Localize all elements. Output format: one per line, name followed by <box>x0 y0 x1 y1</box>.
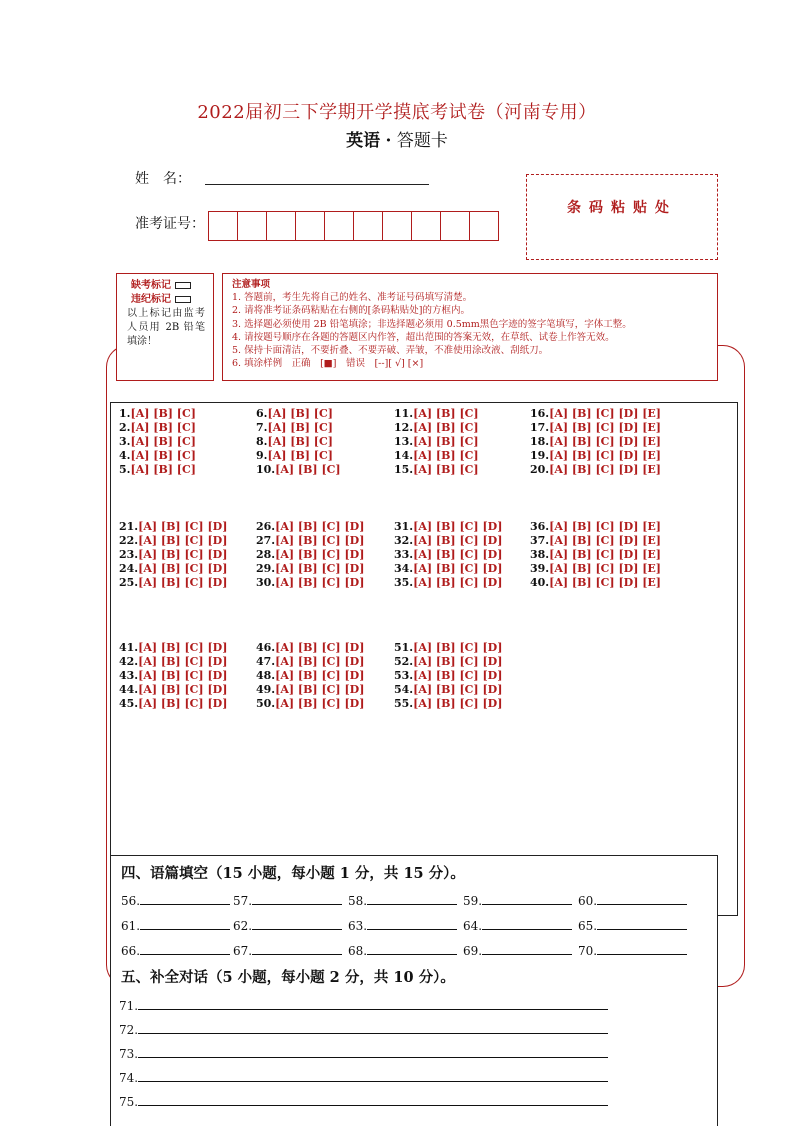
choice-section <box>110 402 738 916</box>
choice-row[interactable]: 55.[A] [B] [C] [D] <box>394 697 503 710</box>
choice-row[interactable]: 39.[A] [B] [C] [D] [E] <box>530 562 662 575</box>
choice-row[interactable]: 50.[A] [B] [C] [D] <box>256 697 365 710</box>
absent-mark-row <box>117 279 213 293</box>
notes-heading: 注意事项 <box>232 279 271 290</box>
id-box[interactable] <box>266 211 296 241</box>
choice-row[interactable]: 42.[A] [B] [C] [D] <box>119 655 228 668</box>
section5-heading: 五、补全对话（5 小题，每小题 2 分，共 10 分）。 <box>121 969 455 986</box>
choice-row[interactable]: 13.[A] [B] [C] <box>394 435 479 448</box>
choice-row[interactable]: 28.[A] [B] [C] [D] <box>256 548 365 561</box>
dialogue-item[interactable]: 72. <box>119 1022 608 1037</box>
choice-column <box>119 520 227 590</box>
fill-item[interactable]: 62. <box>233 918 342 933</box>
fill-item[interactable]: 64. <box>463 918 572 933</box>
choice-row[interactable]: 34.[A] [B] [C] [D] <box>394 562 503 575</box>
note-item: 4. 请按题号顺序在各题的答题区内作答，超出范围的答案无效，在草纸、试卷上作答无效。 <box>232 331 615 343</box>
fill-item[interactable]: 61. <box>121 918 230 933</box>
id-box[interactable] <box>440 211 470 241</box>
fill-item[interactable]: 58. <box>348 893 457 908</box>
choice-column <box>394 520 502 590</box>
choice-row[interactable]: 51.[A] [B] [C] [D] <box>394 641 503 654</box>
choice-column <box>256 641 364 711</box>
choice-row[interactable]: 30.[A] [B] [C] [D] <box>256 576 365 589</box>
barcode-label: 条码粘贴处 <box>567 200 677 216</box>
note-item: 3. 选择题必须使用 2B 铅笔填涂；非选择题必须用 0.5mm黑色字迹的签字笔填写，字体工整。 <box>232 318 632 330</box>
choice-row[interactable]: 47.[A] [B] [C] [D] <box>256 655 365 668</box>
choice-row[interactable]: 2.[A] [B] [C] <box>119 421 196 434</box>
choice-row[interactable]: 43.[A] [B] [C] [D] <box>119 669 228 682</box>
choice-row[interactable]: 20.[A] [B] [C] [D] [E] <box>530 463 662 476</box>
choice-row[interactable]: 31.[A] [B] [C] [D] <box>394 520 503 533</box>
page-title: 2022届初三下学期开学摸底考试卷（河南专用） <box>197 102 597 123</box>
choice-row[interactable]: 10.[A] [B] [C] <box>256 463 341 476</box>
choice-row[interactable]: 38.[A] [B] [C] [D] [E] <box>530 548 662 561</box>
choice-row[interactable]: 53.[A] [B] [C] [D] <box>394 669 503 682</box>
fill-item[interactable]: 67. <box>233 943 342 958</box>
dialogue-item[interactable]: 75. <box>119 1094 608 1109</box>
choice-row[interactable]: 46.[A] [B] [C] [D] <box>256 641 365 654</box>
note-item: 1. 答题前，考生先将自己的姓名、准考证号码填写清楚。 <box>232 292 473 304</box>
written-section <box>110 855 718 1126</box>
choice-row[interactable]: 48.[A] [B] [C] [D] <box>256 669 365 682</box>
choice-row[interactable]: 5.[A] [B] [C] <box>119 463 196 476</box>
choice-row[interactable]: 49.[A] [B] [C] [D] <box>256 683 365 696</box>
choice-column <box>119 641 227 711</box>
name-label: 姓 名： <box>135 171 191 187</box>
fill-item[interactable]: 70. <box>578 943 687 958</box>
id-box[interactable] <box>208 211 238 241</box>
choice-row[interactable]: 36.[A] [B] [C] [D] [E] <box>530 520 662 533</box>
choice-row[interactable]: 12.[A] [B] [C] <box>394 421 479 434</box>
notes-box <box>222 273 718 381</box>
sheet-label: 答题卡 <box>396 131 448 151</box>
choice-row[interactable]: 35.[A] [B] [C] [D] <box>394 576 503 589</box>
choice-row[interactable]: 41.[A] [B] [C] [D] <box>119 641 228 654</box>
barcode-area <box>526 174 718 260</box>
id-box[interactable] <box>295 211 325 241</box>
fill-item[interactable]: 56. <box>121 893 230 908</box>
choice-row[interactable]: 32.[A] [B] [C] [D] <box>394 534 503 547</box>
violation-checkbox[interactable] <box>175 296 191 303</box>
choice-column <box>394 641 502 711</box>
choice-row[interactable]: 14.[A] [B] [C] <box>394 449 479 462</box>
fill-item[interactable]: 59. <box>463 893 572 908</box>
choice-column <box>256 407 341 477</box>
fill-item[interactable]: 68. <box>348 943 457 958</box>
mark-box <box>116 273 214 381</box>
choice-row[interactable]: 1.[A] [B] [C] <box>119 407 196 420</box>
id-box[interactable] <box>237 211 267 241</box>
absent-label: 缺考标记 <box>131 280 171 291</box>
page-subtitle <box>0 126 794 151</box>
choice-row[interactable]: 6.[A] [B] [C] <box>256 407 333 420</box>
choice-row[interactable]: 45.[A] [B] [C] [D] <box>119 697 228 710</box>
choice-row[interactable]: 4.[A] [B] [C] <box>119 449 196 462</box>
choice-column <box>530 407 661 477</box>
fill-item[interactable]: 65. <box>578 918 687 933</box>
subject-label: 英语 <box>346 131 381 151</box>
choice-row[interactable]: 7.[A] [B] [C] <box>256 421 333 434</box>
choice-row[interactable]: 16.[A] [B] [C] [D] [E] <box>530 407 662 420</box>
id-box[interactable] <box>411 211 441 241</box>
fill-item[interactable]: 69. <box>463 943 572 958</box>
violation-label: 违纪标记 <box>131 294 171 305</box>
absent-checkbox[interactable] <box>175 282 191 289</box>
choice-column <box>394 407 479 477</box>
choice-row[interactable]: 44.[A] [B] [C] [D] <box>119 683 228 696</box>
choice-row[interactable]: 18.[A] [B] [C] [D] [E] <box>530 435 662 448</box>
choice-row[interactable]: 9.[A] [B] [C] <box>256 449 333 462</box>
choice-row[interactable]: 37.[A] [B] [C] [D] [E] <box>530 534 662 547</box>
choice-row[interactable]: 29.[A] [B] [C] [D] <box>256 562 365 575</box>
id-box[interactable] <box>382 211 412 241</box>
section4-heading: 四、语篇填空（15 小题，每小题 1 分，共 15 分）。 <box>121 865 465 882</box>
choice-row[interactable]: 52.[A] [B] [C] [D] <box>394 655 503 668</box>
name-field[interactable] <box>205 183 429 185</box>
fill-item[interactable]: 63. <box>348 918 457 933</box>
choice-column <box>530 520 661 590</box>
choice-row[interactable]: 21.[A] [B] [C] [D] <box>119 520 228 533</box>
id-number-boxes[interactable] <box>209 211 499 241</box>
choice-row[interactable]: 24.[A] [B] [C] [D] <box>119 562 228 575</box>
choice-column <box>119 407 196 477</box>
choice-row[interactable]: 23.[A] [B] [C] [D] <box>119 548 228 561</box>
fill-item[interactable]: 60. <box>578 893 687 908</box>
choice-row[interactable]: 11.[A] [B] [C] <box>394 407 479 420</box>
choice-row[interactable]: 40.[A] [B] [C] [D] [E] <box>530 576 662 589</box>
subtitle-dot: · <box>385 131 392 151</box>
id-label: 准考证号： <box>135 216 205 232</box>
choice-row[interactable]: 17.[A] [B] [C] [D] [E] <box>530 421 662 434</box>
id-box[interactable] <box>353 211 383 241</box>
note-item: 5. 保持卡面清洁，不要折叠、不要弄破、弄皱，不准使用涂改液、刮纸刀。 <box>232 345 549 357</box>
choice-column <box>256 520 364 590</box>
choice-row[interactable]: 3.[A] [B] [C] <box>119 435 196 448</box>
dialogue-item[interactable]: 74. <box>119 1070 608 1085</box>
choice-row[interactable]: 22.[A] [B] [C] [D] <box>119 534 228 547</box>
dialogue-item[interactable]: 73. <box>119 1046 608 1061</box>
mark-note: 以上标记由监考人员用 2B 铅笔填涂！ <box>127 308 205 347</box>
choice-row[interactable]: 19.[A] [B] [C] [D] [E] <box>530 449 662 462</box>
choice-row[interactable]: 8.[A] [B] [C] <box>256 435 333 448</box>
choice-row[interactable]: 54.[A] [B] [C] [D] <box>394 683 503 696</box>
fill-item[interactable]: 57. <box>233 893 342 908</box>
id-box[interactable] <box>324 211 354 241</box>
choice-row[interactable]: 15.[A] [B] [C] <box>394 463 479 476</box>
choice-row[interactable]: 33.[A] [B] [C] [D] <box>394 548 503 561</box>
note-item: 2. 请将准考证条码粘贴在右侧的[条码粘贴处]的方框内。 <box>232 305 470 317</box>
choice-row[interactable]: 25.[A] [B] [C] [D] <box>119 576 228 589</box>
violation-mark-row <box>117 293 213 307</box>
note-item: 6. 填涂样例 正确 [■] 错误 [--][ √] [×] <box>232 358 424 370</box>
fill-item[interactable]: 66. <box>121 943 230 958</box>
dialogue-item[interactable]: 71. <box>119 998 608 1013</box>
choice-row[interactable]: 26.[A] [B] [C] [D] <box>256 520 365 533</box>
id-box[interactable] <box>469 211 499 241</box>
choice-row[interactable]: 27.[A] [B] [C] [D] <box>256 534 365 547</box>
